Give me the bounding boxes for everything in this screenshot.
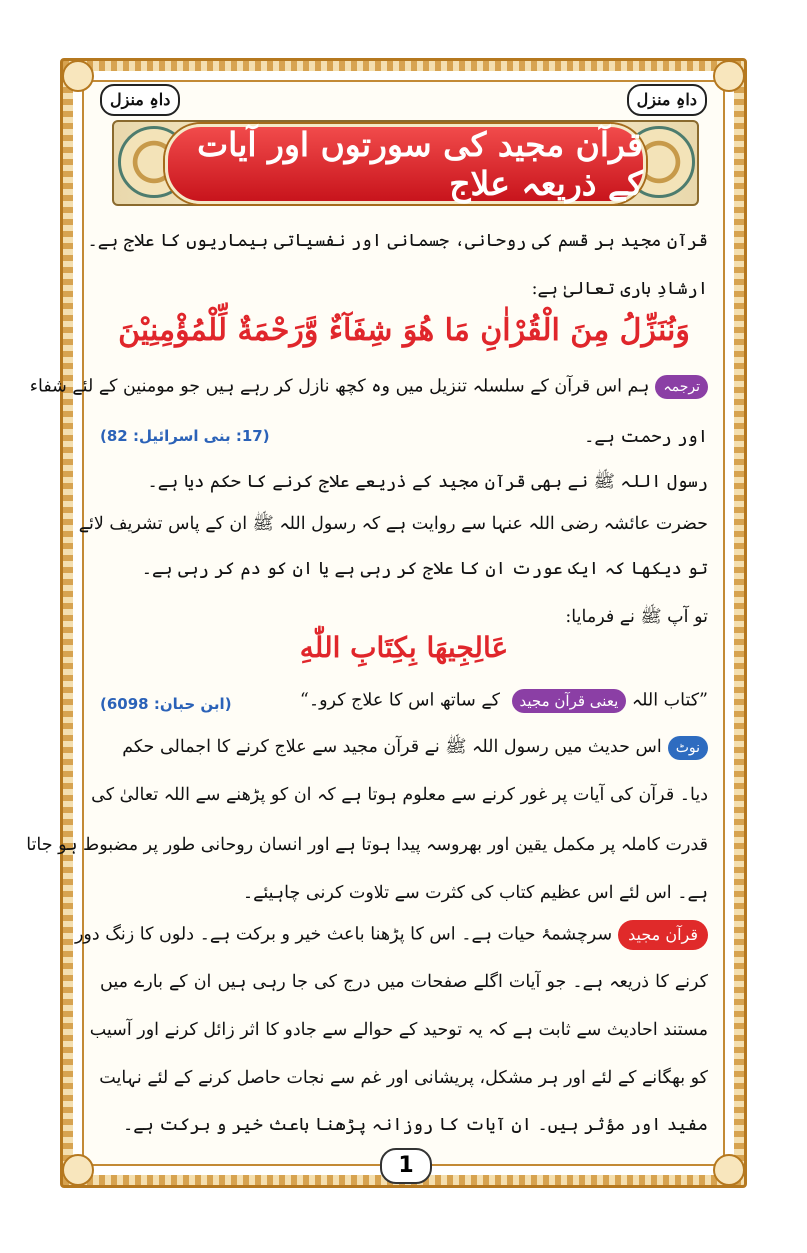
note-line-3: قدرت کاملہ پر مکمل یقین اور بھروسہ پیدا ہوتا ہے اور انسان روحانی طور پر مضبوط ہو جاتا — [26, 835, 708, 855]
reference-hadith: (ابن حبان: 6098) — [100, 695, 232, 713]
intro-line-1: قرآن مجید ہر قسم کی روحانی، جسمانی اور نفسیاتی بیماریوں کا علاج ہے۔ — [87, 231, 708, 251]
note-line-2: دیا۔ قرآن کی آیات پر غور کرنے سے معلوم ہوتا ہے کہ ان کو پڑھنے سے اللہ تعالیٰ کی — [91, 785, 708, 805]
hadith-post: کے ساتھ اس کا علاج کرو۔“ — [299, 690, 500, 711]
page-title: قرآن مجید کی سورتوں اور آیات کے ذریعہ علاج — [197, 125, 643, 203]
note-badge: نوٹ — [668, 736, 708, 760]
note-text: اس حدیث میں رسول اللہ ﷺ نے قرآن مجید سے علاج کرنے کا اجمالی حکم — [122, 737, 662, 757]
quran-para-line-1 — [75, 920, 708, 950]
translation-text: ہم اس قرآن کے سلسلہ تنزیل میں وہ کچھ نازل کر رہے ہیں جو مومنین کے لئے شفاء — [29, 376, 650, 397]
quran-badge: قرآن مجید — [618, 920, 708, 950]
corner-ornament — [62, 60, 94, 92]
manzil-label-right: داہِ منزل — [627, 84, 707, 116]
corner-ornament — [62, 1154, 94, 1186]
corner-ornament — [713, 1154, 745, 1186]
hadith-line-3: تو آپ ﷺ نے فرمایا: — [565, 607, 708, 627]
hadith-intro: رسول اللہ ﷺ نے بھی قرآن مجید کے ذریعے علاج کرنے کا حکم دیا ہے۔ — [147, 472, 708, 492]
manzil-label-left: داہِ منزل — [100, 84, 180, 116]
quran-para-line-3: مستند احادیث سے ثابت ہے کہ یہ توحید کے حوالے سے جادو کا اثر زائل کرنے اور آسیب — [89, 1020, 708, 1040]
translation-line-2: اور رحمت ہے۔ — [584, 427, 708, 447]
hadith-arabic: عَالِجِيهَا بِكِتَابِ اللّٰهِ — [299, 631, 509, 664]
note-line-1 — [122, 735, 708, 761]
hadith-line-1: حضرت عائشہ رضی اللہ عنہا سے روایت ہے کہ رسول اللہ ﷺ ان کے پاس تشریف لائے — [78, 514, 708, 534]
reference-surah: (17: بنی اسرائیل: 82) — [100, 427, 270, 445]
hadith-translation — [300, 689, 708, 713]
quran-para-line-2: کرنے کا ذریعہ ہے۔ جو آیات اگلے صفحات میں درج کی جا رہی ہیں ان کے بارے میں — [100, 972, 708, 992]
translation-line-1 — [30, 375, 708, 399]
quran-para-text: سرچشمۂ حیات ہے۔ اس کا پڑھنا باعث خیر و برکت ہے۔ دلوں کا زنگ دور — [74, 924, 613, 945]
quran-para-line-4: کو بھگانے کے لئے اور ہر مشکل، پریشانی اور غم سے نجات حاصل کرنے کے لئے نہایت — [99, 1068, 708, 1088]
page-number: 1 — [380, 1148, 432, 1184]
hadith-badge: یعنی قرآن مجید — [512, 689, 627, 713]
corner-ornament — [713, 60, 745, 92]
title-banner — [165, 124, 646, 204]
quran-verse: وَنُنَزِّلُ مِنَ الْقُرْاٰنِ مَا هُوَ شِفَآءٌ وَّرَحْمَةٌ لِّلْمُؤْمِنِيْنَ — [118, 313, 690, 348]
translation-badge: ترجمہ — [655, 375, 708, 399]
hadith-line-2: تو دیکھا کہ ایک عورت ان کا علاج کر رہی ہے یا ان کو دم کر رہی ہے۔ — [141, 559, 708, 579]
intro-line-2: ارشادِ باری تعالیٰ ہے: — [531, 279, 708, 299]
quran-para-line-5: مفید اور مؤثر ہیں۔ ان آیات کا روزانہ پڑھنا باعث خیر و برکت ہے۔ — [122, 1115, 708, 1135]
note-line-4: ہے۔ اس لئے اس عظیم کتاب کی کثرت سے تلاوت کرنی چاہیئے۔ — [242, 883, 708, 903]
hadith-pre: ”کتاب اللہ — [631, 690, 708, 711]
